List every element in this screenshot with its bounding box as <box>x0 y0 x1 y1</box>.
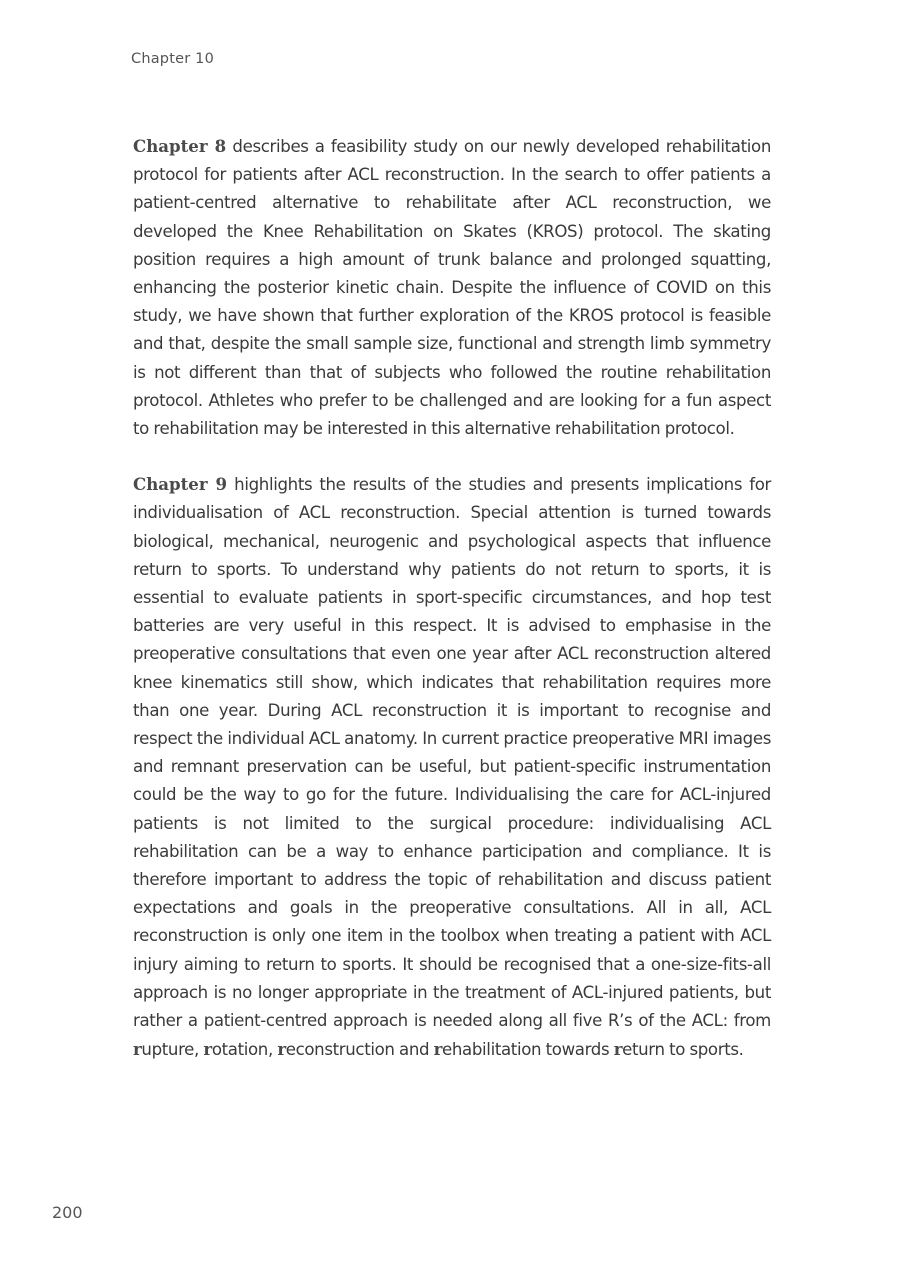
chapter-9-lead: Chapter 9 <box>133 474 228 495</box>
running-header: Chapter 10 <box>131 51 215 67</box>
word-rotation: otation, <box>211 1040 278 1060</box>
body-text <box>133 132 771 1065</box>
paragraph-chapter-8 <box>133 132 771 443</box>
paragraph-1-text: describes a feasibility study on our newly developed rehabilitation protocol for patients after ACL reconstruction. In the search to offer patients a patient-centred alternative to rehabilitate after ACL reconstruction, we developed the Knee Rehabilitation on Skates (KROS) protocol. The skating position requires a high amount of trunk balance and prolonged squatting, enhancing the posterior kinetic chain. Despite the influence of COVID on this study, we have shown that further exploration of the KROS protocol is feasible and that, despite the small sample size, functional and strength limb symmetry is not different than that of subjects who followed the routine rehabilitation protocol. Athletes who prefer to be challenged and are looking for a fun aspect to rehabilitation may be interested in this alternative rehabilitation protocol. <box>133 137 771 439</box>
word-rupture: upture, <box>141 1040 204 1060</box>
r-reconstruction-initial: r <box>277 1039 286 1060</box>
r-return-initial: r <box>613 1039 623 1060</box>
r-rehabilitation-initial: r <box>433 1039 443 1060</box>
chapter-8-lead: Chapter 8 <box>133 136 227 156</box>
r-rotation-initial: r <box>203 1039 212 1060</box>
r-rupture-initial: r <box>133 1039 142 1060</box>
word-return: eturn to sports. <box>622 1040 744 1060</box>
paragraph-chapter-9 <box>133 470 771 1064</box>
page-number: 200 <box>52 1203 83 1222</box>
word-rehabilitation: ehabilitation towards <box>442 1040 614 1060</box>
word-reconstruction: econstruction and <box>285 1040 434 1060</box>
paragraph-2-text: highlights the results of the studies and presents implications for individualisation of ACL reconstruction. Special attention is turned towards biological, mechanical, neurogenic and psychological aspects that influence return to sports. To understand why patients do not return to sports, it is essential to evaluate patients in sport-specific circumstances, and hop test batteries are very useful in this respect. It is advised to emphasise in the preoperative consultations that even one year after ACL reconstruction altered knee kinematics still show, which indicates that rehabilitation requires more than one year. During ACL reconstruction it is important to recognise and respect the individual ACL anatomy. In current practice preoperative MRI images and remnant preservation can be useful, but patient-specific instrumentation could be the way to go for the future. Individualising the care for ACL-injured patients is not limited to the surgical procedure: individualising ACL rehabilitation can be a way to enhance participation and compliance. It is therefore important to address the topic of rehabilitation and discuss patient expectations and goals in the preoperative consultations. All in all, ACL reconstruction is only one item in the toolbox when treating a patient with ACL injury aiming to return to sports. It should be recognised that a one-size-fits-all approach is no longer appropriate in the treatment of ACL-injured patients, but rather a patient-centred approach is needed along all five R’s of the ACL: from <box>133 475 771 1031</box>
